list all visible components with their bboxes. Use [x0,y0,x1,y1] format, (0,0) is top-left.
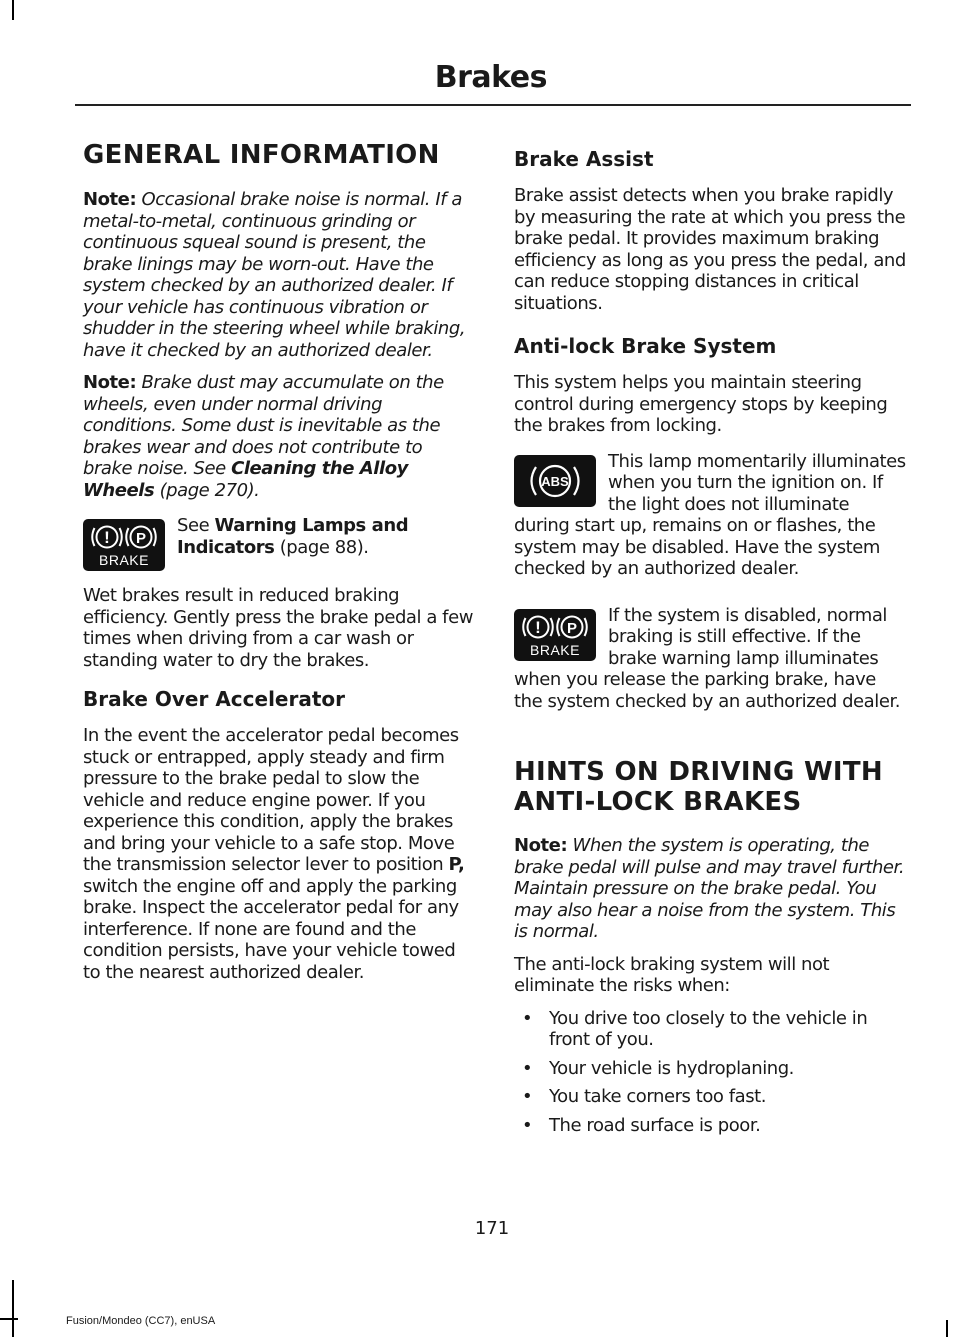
chapter-title: Brakes [434,60,547,95]
link-warning-lamps-indicators[interactable]: Warning Lamps and Indicators [177,515,409,558]
exclaim-glyph: ! [104,528,110,548]
boa-text-part-1: In the event the accelerator pedal becomes stuck or entrapped, apply steady and firm pressure to the brake pedal to slow the vehicle and reduce engine power. If you experience this condition, apply the brakes and bring your vehicle to a safe stop. Move the transmission selector lever to position [83,725,459,876]
abs-glyph: ABS [541,473,569,489]
crop-mark-bottom-left-h [0,1318,18,1320]
crop-mark-bottom-left [12,1280,14,1337]
risks-intro: The anti-lock braking system will not eliminate the risks when: [514,953,830,996]
brake-lamp-block [514,605,908,724]
brake-lamp-label: BRAKE [530,641,580,658]
list-item: • You take corners too fast. [514,1086,908,1108]
abs-warning-lamp-icon [514,455,596,507]
note-label: Note: [83,189,137,211]
note-text: Brake dust may accumulate on the wheels, even under normal driving conditions. Some dust is inevitable as the brakes wear and does not contribute to brake noise. See [83,372,444,480]
brake-assist-text: Brake assist detects when you brake rapidly by measuring the rate at which you press the brake pedal. It provides maximum braking efficiency as long as you press the pedal, and can reduce stopping distances in critical situations. [514,185,906,314]
note-brake-noise [83,189,475,361]
brake-lamp-text: If the system is disabled, normal braking is still effective. If the brake warning lamp illuminates when you release the parking brake, have the system checked by an authorized dealer. [514,604,901,712]
see-prefix: See [177,515,210,537]
brake-warning-lamp-icon [514,609,596,661]
risks-list [514,1008,908,1137]
hints-title-line-1: HINTS ON DRIVING WITH [514,757,883,787]
page-ref: (page 88). [279,536,369,558]
note-abs-operating [514,835,908,943]
brake-lamp-reference [83,515,475,575]
left-column [83,140,475,994]
note-label: Note: [514,835,568,856]
crop-mark-top-left [12,0,14,20]
abs-lamp-block [514,451,908,591]
parking-glyph: P [566,619,578,637]
section-title-hints-anti-lock [514,757,908,817]
document-id: Fusion/Mondeo (CC7), enUSA [66,1315,216,1327]
page-number: 171 [474,1218,510,1239]
subheading-anti-lock-brake-system: Anti-lock Brake System [514,334,777,358]
boa-position-p: P, [448,854,465,876]
brake-warning-lamp-icon [83,519,165,571]
list-item: • The road surface is poor. [514,1115,908,1137]
brake-over-accelerator-text [83,725,475,983]
crop-mark-bottom-right [946,1320,948,1337]
link-cleaning-alloy-wheels[interactable]: Cleaning the Alloy Wheels [83,458,408,501]
right-column [514,147,908,1143]
section-title-general-information: GENERAL INFORMATION [83,140,440,170]
abs-text: This system helps you maintain steering control during emergency stops by keeping the brakes from locking. [514,372,888,436]
note-brake-dust [83,372,475,501]
subheading-brake-over-accelerator: Brake Over Accelerator [83,687,346,712]
list-item: • Your vehicle is hydroplaning. [514,1058,908,1080]
wet-brakes-text: Wet brakes result in reduced braking efficiency. Gently press the brake pedal a few times when driving from a car wash or standing water to dry the brakes. [83,585,473,671]
hints-title-line-2: ANTI-LOCK BRAKES [514,787,802,817]
header-rule [75,104,911,106]
subheading-brake-assist: Brake Assist [514,147,654,171]
brake-lamp-label: BRAKE [99,552,149,569]
note-label: Note: [83,372,137,394]
note-text: Occasional brake noise is normal. If a metal-to-metal, continuous grinding or continuous squeal sound is present, the brake linings may be worn-out. Have the system checked by an authorized dealer. If your vehicle has continuous vibration or shudder in the steering wheel while braking, have it checked by an authorized dealer. [83,189,466,361]
page-ref: (page 270). [159,479,260,501]
list-item: • You drive too closely to the vehicle in front of you. [514,1008,908,1051]
parking-glyph: P [135,530,147,548]
note-text: When the system is operating, the brake pedal will pulse and may travel further. Maintain pressure on the brake pedal. You may also hear a noise from the system. This is normal. [514,835,905,942]
abs-lamp-text: This lamp momentarily illuminates when you turn the ignition on. If the light does not illuminate during start up, remains on or flashes, the system may be disabled. Have the system checked by an authorized dealer. [514,450,906,579]
exclaim-glyph: ! [535,617,541,637]
boa-text-part-2: switch the engine off and apply the parking brake. Inspect the accelerator pedal for any interference. If none are found and the condition persists, have your vehicle towed to the nearest authorized dealer. [83,875,459,983]
